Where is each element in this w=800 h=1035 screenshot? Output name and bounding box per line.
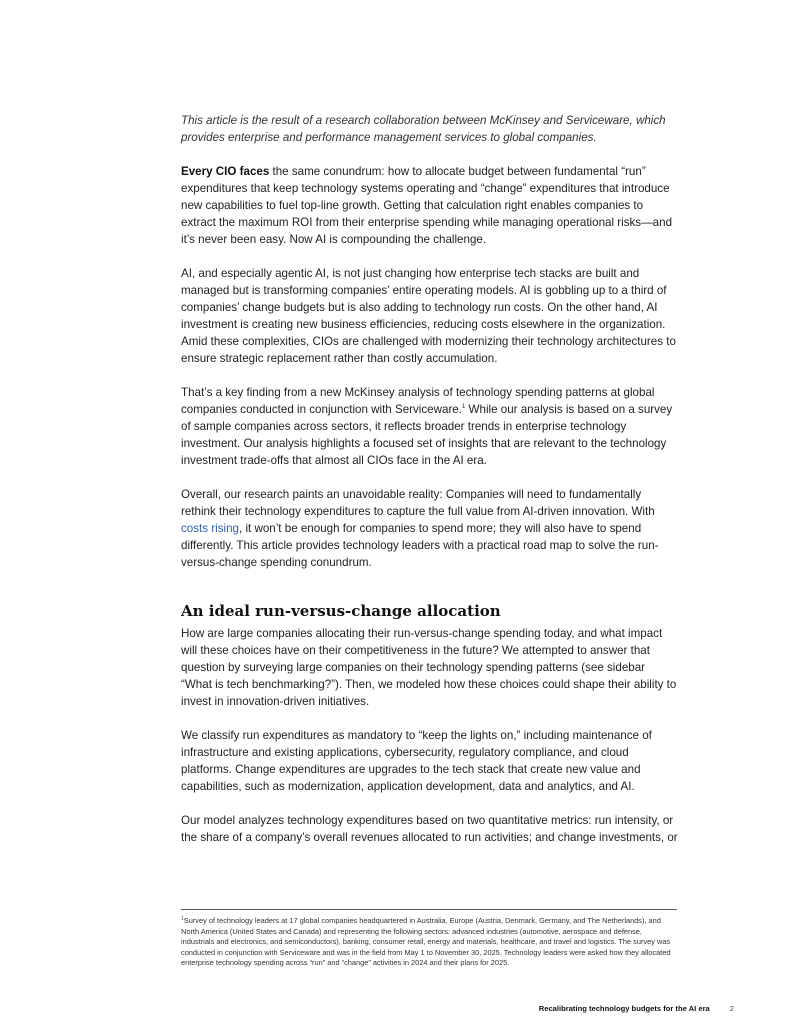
paragraph-3 (181, 384, 678, 469)
paragraph-4 (181, 486, 678, 571)
paragraph-1-text: the same conundrum: how to allocate budget between fundamental “run” expenditures that keep technology systems operating and “change” expenditures that introduce new capabilities to fuel top-line growth. Getting that calculation right enables companies to extract the maximum ROI from their enterprise spending while managing operational risks—and it’s never been easy. Now AI is compounding the challenge. (181, 165, 673, 246)
paragraph-1 (181, 163, 678, 248)
paragraph-6: We classify run expenditures as mandatory to “keep the lights on,” including maintenance of infrastructure and existing applications, cybersecurity, regulatory compliance, and cloud platforms. Change expenditures are upgrades to the tech stack that create new value and capabilities, such as modernization, application development, data and analytics, and AI. (181, 729, 652, 793)
paragraph-3-text-a: That’s a key finding from a new McKinsey analysis of technology spending patterns at global companies conducted in conjunction with Serviceware. (181, 386, 655, 416)
footnote-text: Survey of technology leaders at 17 global companies headquartered in Australia, Europe (Austria, Denmark, Germany, and The Netherlands), and North America (United States and Canada) and representing the following sectors: advanced industries (automotive, aerospace and defense, industrials and electronics, and semiconductors), banking, consumer retail, energy and materials, healthcare, and travel and logistics. The survey was conducted in conjunction with Serviceware and was in the field from May 1 to November 30, 2025. Technology leaders were asked how they allocated enterprise technology spending across “run” and “change” activities in 2024 and their plans for 2025. (181, 916, 671, 968)
lead-in-bold: Every CIO faces (181, 165, 270, 178)
costs-rising-link[interactable]: costs rising (181, 522, 239, 535)
footer-title: Recalibrating technology budgets for the AI era (538, 1004, 710, 1013)
paragraph-2: AI, and especially agentic AI, is not just changing how enterprise tech stacks are built and managed but is transforming companies’ entire operating models. AI is gobbling up to a third of companies’ change budgets but is also adding to technology run costs. On the other hand, AI investment is creating new business efficiencies, reducing costs elsewhere in the organization. Amid these complexities, CIOs are challenged with modernizing their technology architectures to ensure strategic replacement rather than costly accumulation. (181, 267, 676, 365)
paragraph-5: How are large companies allocating their run-versus-change spending today, and what impact will these choices have on their competitiveness in the future? We attempted to answer that question by surveying large companies on their technology spending patterns (see sidebar “What is tech benchmarking?”). Then, we modeled how these choices could shape their ability to invest in innovation-driven initiatives. (181, 627, 677, 708)
footnote-ref-1[interactable]: 1 (461, 404, 466, 411)
section-heading: An ideal run-versus-change allocation (181, 602, 501, 620)
paragraph-4-text-a: Overall, our research paints an unavoidable reality: Companies will need to fundamentally rethink their technology expenditures to capture the full value from AI-driven innovation. With (181, 488, 655, 518)
article-body (181, 112, 678, 863)
paragraph-4-text-b: , it won’t be enough for companies to spend more; they will also have to spend differently. This article provides technology leaders with a practical road map to solve the run-versus-change spending conundrum. (181, 522, 659, 569)
footnote (181, 916, 677, 969)
page-footer (539, 1004, 734, 1013)
intro-paragraph: This article is the result of a research collaboration between McKinsey and Serviceware, which provides enterprise and performance management services to global companies. (181, 114, 666, 144)
paragraph-7: Our model analyzes technology expenditures based on two quantitative metrics: run intensity, or the share of a company’s overall revenues allocated to run activities; and change investments, or (181, 814, 678, 844)
footnote-divider (181, 909, 677, 910)
page-number: 2 (729, 1004, 734, 1013)
footnote-marker: 1 (181, 915, 184, 922)
paragraph-3-text-b: While our analysis is based on a survey of sample companies across sectors, it reflects broader trends in enterprise technology investment. Our analysis highlights a focused set of insights that are relevant to the technology investment trade-offs that almost all CIOs face in the AI era. (181, 403, 673, 467)
